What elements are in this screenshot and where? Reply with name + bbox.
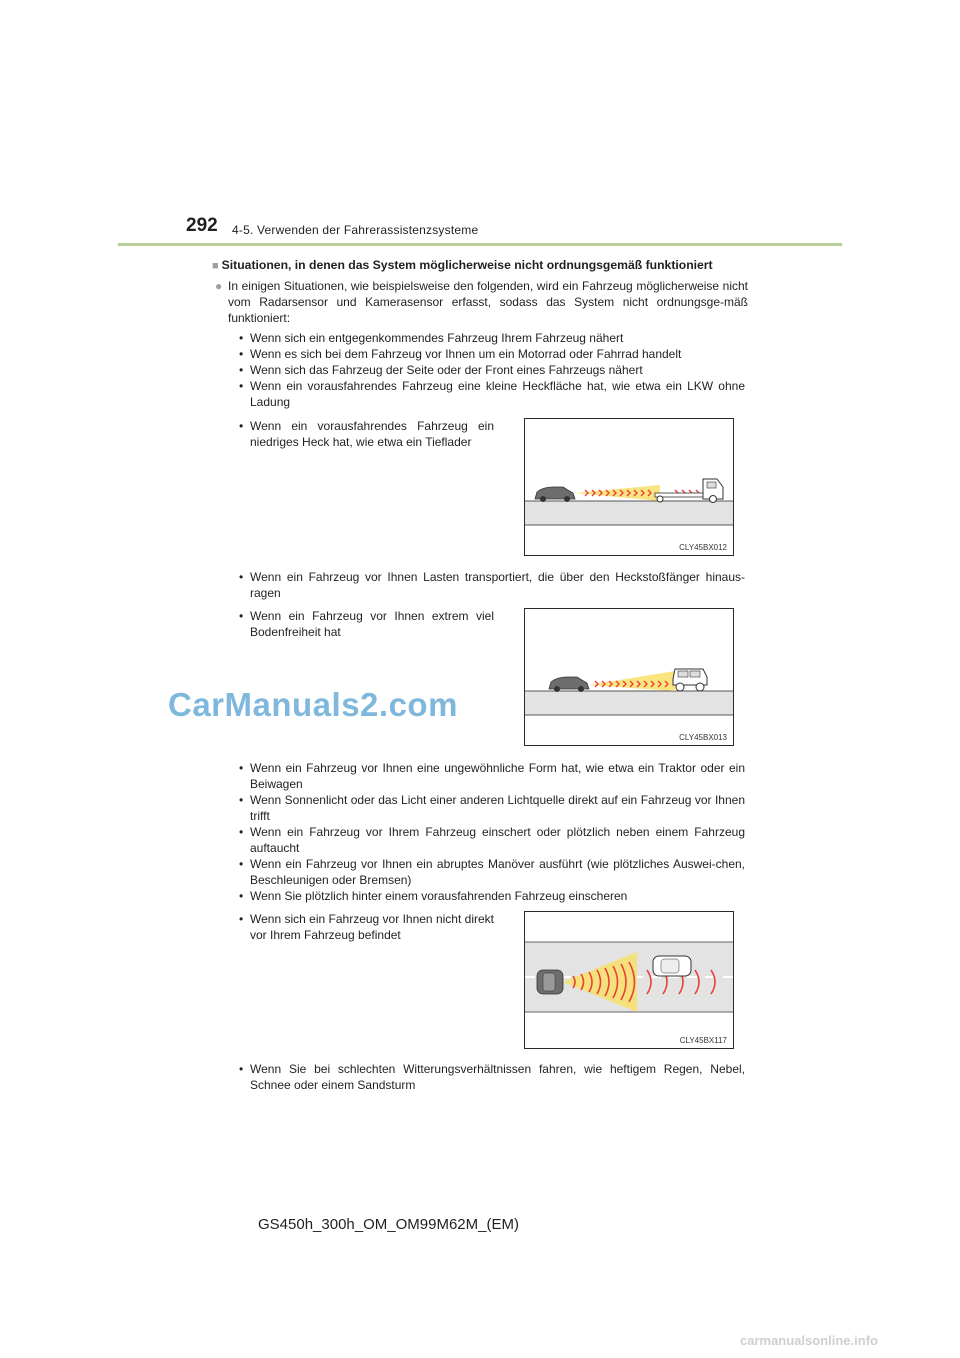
figure-code: CLY45BX117	[679, 1036, 727, 1045]
watermark: CarManuals2.com	[168, 686, 458, 723]
subsection-heading-text: Situationen, in denen das System möglicherweise nicht ordnungsgemäß funktioniert	[221, 258, 713, 272]
list-item-text: Wenn ein Fahrzeug vor Ihnen extrem viel Bodenfreiheit hat	[250, 609, 494, 639]
figure-code: CLY45BX012	[679, 543, 727, 552]
figure-high-clearance	[524, 608, 734, 746]
figure-offset-vehicle	[524, 911, 734, 1049]
bullet-marker: •	[239, 912, 244, 926]
bullet-marker: •	[239, 331, 244, 345]
figure-low-rear-truck	[524, 418, 734, 556]
bullet-marker: •	[239, 793, 244, 807]
figure-code: CLY45BX013	[679, 733, 727, 742]
list-item	[239, 362, 745, 378]
list-item-text: Wenn sich ein entgegenkommendes Fahrzeug Ihrem Fahrzeug nähert	[250, 331, 624, 345]
bullet-marker: •	[239, 825, 244, 839]
list-item	[239, 378, 745, 410]
illustration-offset-vehicle	[525, 912, 733, 1048]
bullet-marker: •	[239, 379, 244, 393]
bullet-marker: •	[239, 347, 244, 361]
list-item-text: Wenn ein Fahrzeug vor Ihnen ein abruptes Manöver ausführt (wie plötzliches Auswei-chen, Beschleunigen oder Bremsen)	[250, 857, 745, 887]
list-item	[239, 418, 494, 450]
list-item-text: Wenn es sich bei dem Fahrzeug vor Ihnen um ein Motorrad oder Fahrrad handelt	[250, 347, 682, 361]
list-item-text: Wenn Sonnenlicht oder das Licht einer anderen Lichtquelle direkt auf ein Fahrzeug vor Ihnen trifft	[250, 793, 745, 823]
list-item	[239, 824, 745, 856]
bullet-marker: •	[239, 1062, 244, 1076]
document-code-footer: GS450h_300h_OM_OM99M62M_(EM)	[258, 1216, 519, 1233]
bullet-marker: •	[239, 889, 244, 903]
list-item-text: Wenn ein Fahrzeug vor Ihnen eine ungewöhnliche Form hat, wie etwa ein Traktor oder ein Beiwagen	[250, 761, 745, 791]
list-item	[239, 888, 745, 904]
bullet-marker: •	[239, 857, 244, 871]
circle-bullet-icon: ●	[215, 279, 223, 293]
list-item-text: Wenn ein Fahrzeug vor Ihnen Lasten transportiert, die über den Heckstoßfänger hinaus-ragen	[250, 570, 745, 600]
illustration-low-rear-truck	[525, 419, 733, 555]
list-item-text: Wenn Sie bei schlechten Witterungsverhältnissen fahren, wie heftigem Regen, Nebel, Schnee oder einem Sandsturm	[250, 1062, 745, 1092]
list-item-text: Wenn sich das Fahrzeug der Seite oder der Front eines Fahrzeugs nähert	[250, 363, 643, 377]
list-item-text: Wenn Sie plötzlich hinter einem vorausfahrenden Fahrzeug einscheren	[250, 889, 628, 903]
bullet-marker: •	[239, 761, 244, 775]
bullet-marker: •	[239, 570, 244, 584]
list-item	[239, 346, 745, 362]
bullet-marker: •	[239, 419, 244, 433]
list-item	[239, 911, 494, 943]
list-item	[239, 760, 745, 792]
bullet-marker: •	[239, 363, 244, 377]
list-item	[239, 569, 745, 601]
list-item-text: Wenn ein Fahrzeug vor Ihrem Fahrzeug einschert oder plötzlich neben einem Fahrzeug auftaucht	[250, 825, 745, 855]
list-item-text: Wenn ein vorausfahrendes Fahrzeug eine kleine Heckfläche hat, wie etwa ein LKW ohne Ladung	[250, 379, 745, 409]
list-item-text: Wenn ein vorausfahrendes Fahrzeug ein niedriges Heck hat, wie etwa ein Tieflader	[250, 419, 494, 449]
page-number: 292	[186, 215, 218, 236]
list-item-text: Wenn sich ein Fahrzeug vor Ihnen nicht direkt vor Ihrem Fahrzeug befindet	[250, 912, 494, 942]
list-item	[239, 608, 494, 640]
list-item	[239, 856, 745, 888]
subsection-heading	[212, 258, 713, 272]
header-rule	[118, 243, 842, 246]
list-item	[239, 1061, 745, 1093]
list-item	[239, 330, 745, 346]
intro-paragraph	[215, 278, 748, 326]
illustration-high-clearance	[525, 609, 733, 745]
list-item	[239, 792, 745, 824]
square-marker-icon: ■	[212, 260, 219, 272]
section-title: 4-5. Verwenden der Fahrerassistenzsysteme	[232, 223, 479, 237]
bottom-watermark: carmanualsonline.info	[740, 1333, 878, 1348]
bullet-marker: •	[239, 609, 244, 623]
intro-text: In einigen Situationen, wie beispielsweise den folgenden, wird ein Fahrzeug möglicherweise nicht vom Radarsensor und Kamerasensor erfasst, sodass das System nicht ordnungsge-mäß funktioniert:	[228, 279, 748, 325]
